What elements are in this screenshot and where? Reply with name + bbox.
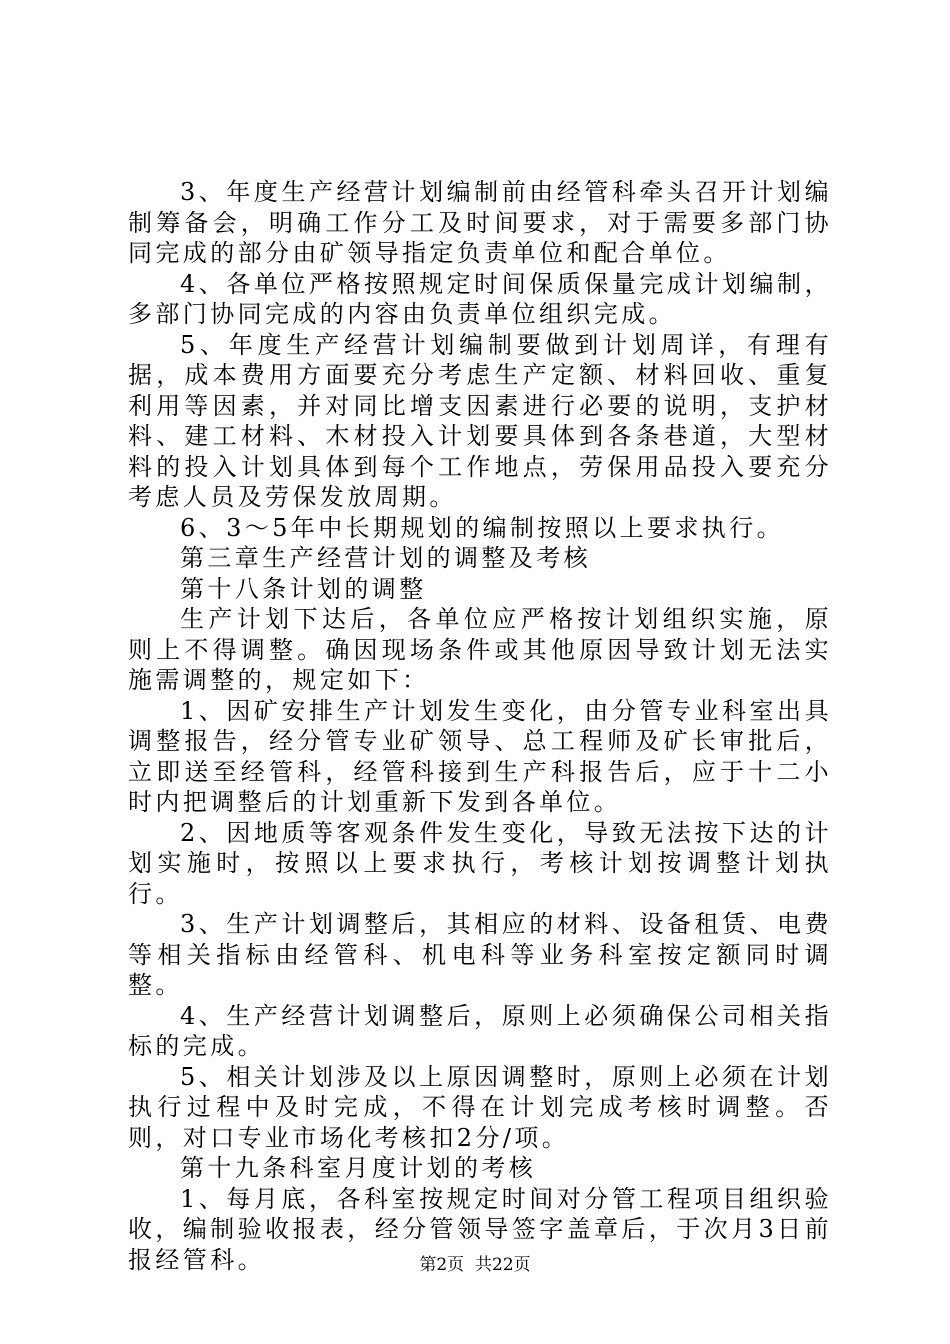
paragraph: 3、生产计划调整后，其相应的材料、设备租赁、电费等相关指标由经管科、机电科等业务科室按定额同时调整。	[128, 910, 832, 999]
paragraph: 6、3～5年中长期规划的编制按照以上要求执行。	[180, 513, 785, 542]
paragraph: 2、因地质等客观条件发生变化，导致无法按下达的计划实施时，按照以上要求执行，考核计划按调整计划执行。	[128, 818, 832, 908]
paragraph: 1、因矿安排生产计划发生变化，由分管专业科室出具调整报告，经分管专业矿领导、总工程师及矿长审批后，立即送至经管科，经管科接到生产科报告后，应于十二小时内把调整后的计划重新下发到各单位。	[128, 696, 832, 816]
document-body	[128, 177, 832, 1275]
paragraph: 1、每月底，各科室按规定时间对分管工程项目组织验收，编制验收报表，经分管领导签字盖章后，于次月3日前报经管科。	[128, 1184, 832, 1274]
page-footer	[0, 1250, 950, 1275]
article-heading: 第十九条科室月度计划的考核	[180, 1154, 537, 1182]
paragraph: 3、年度生产经营计划编制前由经管科牵头召开计划编制筹备会，明确工作分工及时间要求，对于需要多部门协同完成的部分由矿领导指定负责单位和配合单位。	[128, 178, 832, 267]
article-heading: 第十八条计划的调整	[180, 574, 427, 603]
paragraph: 5、相关计划涉及以上原因调整时，原则上必须在计划执行过程中及时完成，不得在计划完成考核时调整。否则，对口专业市场化考核扣2分/项。	[128, 1062, 832, 1152]
paragraph: 5、年度生产经营计划编制要做到计划周详，有理有据，成本费用方面要充分考虑生产定额、材料回收、重复利用等因素，并对同比增支因素进行必要的说明，支护材料、建工材料、木材投入计划要具体到各条巷道，大型材料的投入计划具体到每个工作地点，劳保用品投入要充分考虑人员及劳保发放周期。	[128, 330, 832, 511]
chapter-heading: 第三章生产经营计划的调整及考核	[180, 544, 591, 572]
paragraph: 4、生产经营计划调整后，原则上必须确保公司相关指标的完成。	[128, 1001, 832, 1060]
paragraph: 4、各单位严格按照规定时间保质保量完成计划编制，多部门协同完成的内容由负责单位组织完成。	[128, 269, 832, 328]
paragraph: 生产计划下达后，各单位应严格按计划组织实施，原则上不得调整。确因现场条件或其他原因导致计划无法实施需调整的，规定如下：	[128, 605, 832, 694]
page-number: 第2页	[419, 1255, 465, 1275]
total-pages: 共22页	[475, 1255, 531, 1275]
